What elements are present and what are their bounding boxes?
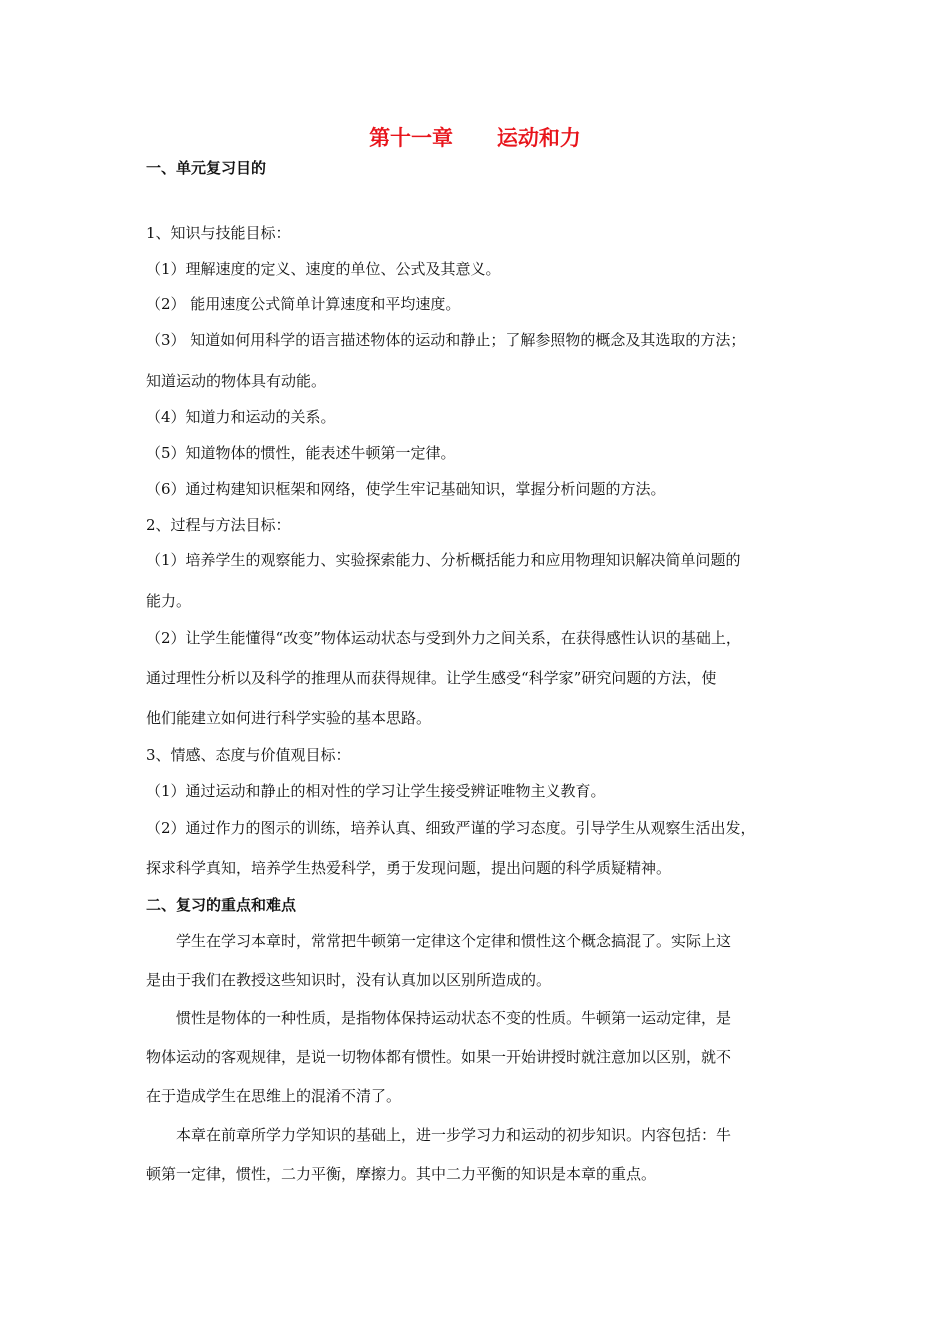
list-item: （4）知道力和运动的关系。 xyxy=(146,408,336,426)
list-item-continuation: 他们能建立如何进行科学实验的基本思路。 xyxy=(146,709,432,727)
goal-heading-process: 2、过程与方法目标： xyxy=(146,516,291,534)
list-item: （3） 知道如何用科学的语言描述物体的运动和静止；了解参照物的概念及其选取的方法； xyxy=(146,331,746,349)
paragraph-line: 顿第一定律，惯性，二力平衡，摩擦力。其中二力平衡的知识是本章的重点。 xyxy=(146,1165,657,1183)
list-item: （6）通过构建知识框架和网络，使学生牢记基础知识，掌握分析问题的方法。 xyxy=(146,480,666,498)
section-heading-key-points: 二、复习的重点和难点 xyxy=(146,896,297,914)
goal-heading-knowledge: 1、知识与技能目标： xyxy=(146,224,291,242)
chapter-title: 第十一章 运动和力 xyxy=(369,126,581,150)
list-item-continuation: 能力。 xyxy=(146,592,192,610)
section-heading-review-goals: 一、单元复习目的 xyxy=(146,159,267,177)
paragraph-line: 在于造成学生在思维上的混淆不清了。 xyxy=(146,1087,402,1105)
list-item: （1）培养学生的观察能力、实验探索能力、分析概括能力和应用物理知识解决简单问题的 xyxy=(146,551,741,569)
list-item: （1）理解速度的定义、速度的单位、公式及其意义。 xyxy=(146,260,501,278)
paragraph-line: 惯性是物体的一种性质，是指物体保持运动状态不变的性质。牛顿第一运动定律，是 xyxy=(176,1009,732,1027)
paragraph-line: 学生在学习本章时，常常把牛顿第一定律这个定律和惯性这个概念搞混了。实际上这 xyxy=(176,932,732,950)
list-item: （2）让学生能懂得“改变”物体运动状态与受到外力之间关系，在获得感性认识的基础上， xyxy=(146,629,741,647)
list-item: （1）通过运动和静止的相对性的学习让学生接受辨证唯物主义教育。 xyxy=(146,782,606,800)
paragraph-line: 物体运动的客观规律，是说一切物体都有惯性。如果一开始讲授时就注意加以区别，就不 xyxy=(146,1048,732,1066)
paragraph-line: 是由于我们在教授这些知识时，没有认真加以区别所造成的。 xyxy=(146,971,552,989)
paragraph-line: 本章在前章所学力学知识的基础上，进一步学习力和运动的初步知识。内容包括：牛 xyxy=(176,1126,732,1144)
list-item: （5）知道物体的惯性，能表述牛顿第一定律。 xyxy=(146,444,456,462)
list-item-continuation: 知道运动的物体具有动能。 xyxy=(146,372,327,390)
list-item-continuation: 探求科学真知，培养学生热爱科学，勇于发现问题，提出问题的科学质疑精神。 xyxy=(146,859,672,877)
list-item: （2）通过作力的图示的训练，培养认真、细致严谨的学习态度。引导学生从观察生活出发， xyxy=(146,819,756,837)
list-item: （2） 能用速度公式简单计算速度和平均速度。 xyxy=(146,295,461,313)
list-item-continuation: 通过理性分析以及科学的推理从而获得规律。让学生感受“科学家”研究问题的方法，使 xyxy=(146,669,717,687)
goal-heading-attitude: 3、情感、态度与价值观目标： xyxy=(146,746,351,764)
